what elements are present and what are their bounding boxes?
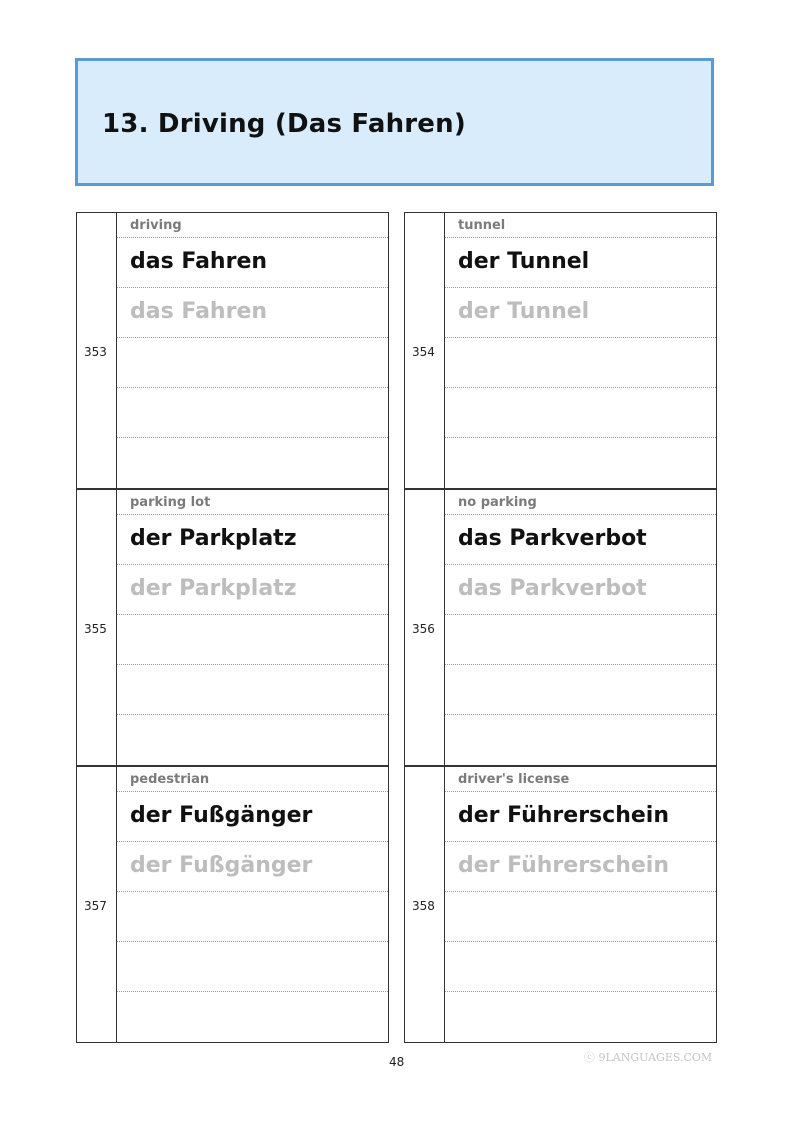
writing-line[interactable] bbox=[445, 438, 716, 489]
writing-line[interactable] bbox=[117, 892, 388, 942]
tracing-word: der Parkplatz bbox=[130, 576, 297, 601]
tracing-word: der Führerschein bbox=[458, 853, 669, 878]
writing-line[interactable] bbox=[445, 942, 716, 992]
card-number-column bbox=[405, 490, 445, 765]
tracing-word: der Fußgänger bbox=[130, 853, 313, 878]
writing-line[interactable] bbox=[445, 665, 716, 715]
vocab-card bbox=[404, 212, 717, 489]
card-number: 353 bbox=[84, 345, 107, 359]
english-hint: pedestrian bbox=[130, 772, 210, 787]
german-word-row bbox=[117, 515, 388, 565]
german-word-row bbox=[445, 792, 716, 842]
page-title: 13. Driving (Das Fahren) bbox=[102, 109, 466, 139]
tracing-row bbox=[445, 565, 716, 615]
card-number-column bbox=[405, 213, 445, 488]
english-hint: driver's license bbox=[458, 772, 570, 787]
writing-line[interactable] bbox=[117, 665, 388, 715]
english-row bbox=[117, 490, 388, 515]
english-row bbox=[117, 213, 388, 238]
tracing-word: der Tunnel bbox=[458, 299, 590, 324]
tracing-word: das Fahren bbox=[130, 299, 268, 324]
german-word: der Tunnel bbox=[458, 249, 590, 274]
english-row bbox=[445, 767, 716, 792]
german-word-row bbox=[445, 515, 716, 565]
english-hint: tunnel bbox=[458, 218, 506, 233]
card-number-column bbox=[77, 490, 117, 765]
german-word: der Fußgänger bbox=[130, 803, 313, 828]
writing-line[interactable] bbox=[445, 615, 716, 665]
tracing-row bbox=[117, 842, 388, 892]
title-box bbox=[75, 58, 714, 186]
tracing-row bbox=[445, 842, 716, 892]
card-number-column bbox=[77, 767, 117, 1042]
card-number: 355 bbox=[84, 622, 107, 636]
german-word: der Parkplatz bbox=[130, 526, 297, 551]
card-number: 358 bbox=[412, 899, 435, 913]
english-row bbox=[445, 213, 716, 238]
vocab-card bbox=[76, 489, 389, 766]
tracing-row bbox=[117, 288, 388, 338]
card-number: 356 bbox=[412, 622, 435, 636]
vocab-card bbox=[404, 766, 717, 1043]
german-word-row bbox=[117, 238, 388, 288]
english-hint: driving bbox=[130, 218, 182, 233]
writing-line[interactable] bbox=[117, 715, 388, 766]
english-row bbox=[445, 490, 716, 515]
english-row bbox=[117, 767, 388, 792]
writing-line[interactable] bbox=[445, 388, 716, 438]
german-word: der Führerschein bbox=[458, 803, 669, 828]
page-number: 48 bbox=[389, 1055, 405, 1069]
card-number: 357 bbox=[84, 899, 107, 913]
writing-line[interactable] bbox=[117, 615, 388, 665]
tracing-row bbox=[117, 565, 388, 615]
writing-line[interactable] bbox=[117, 438, 388, 489]
writing-line[interactable] bbox=[445, 892, 716, 942]
tracing-word: das Parkverbot bbox=[458, 576, 647, 601]
tracing-row bbox=[445, 288, 716, 338]
german-word: das Parkverbot bbox=[458, 526, 647, 551]
card-number-column bbox=[405, 767, 445, 1042]
copyright-notice: ⓒ 9LANGUAGES.COM bbox=[584, 1051, 713, 1064]
card-number-column bbox=[77, 213, 117, 488]
writing-line[interactable] bbox=[117, 992, 388, 1043]
card-number: 354 bbox=[412, 345, 435, 359]
vocab-card bbox=[76, 766, 389, 1043]
writing-line[interactable] bbox=[445, 992, 716, 1043]
english-hint: parking lot bbox=[130, 495, 211, 510]
german-word: das Fahren bbox=[130, 249, 268, 274]
writing-line[interactable] bbox=[445, 338, 716, 388]
writing-line[interactable] bbox=[117, 338, 388, 388]
writing-line[interactable] bbox=[445, 715, 716, 766]
vocab-card bbox=[76, 212, 389, 489]
writing-line[interactable] bbox=[117, 942, 388, 992]
vocab-card bbox=[404, 489, 717, 766]
writing-line[interactable] bbox=[117, 388, 388, 438]
german-word-row bbox=[117, 792, 388, 842]
english-hint: no parking bbox=[458, 495, 537, 510]
german-word-row bbox=[445, 238, 716, 288]
